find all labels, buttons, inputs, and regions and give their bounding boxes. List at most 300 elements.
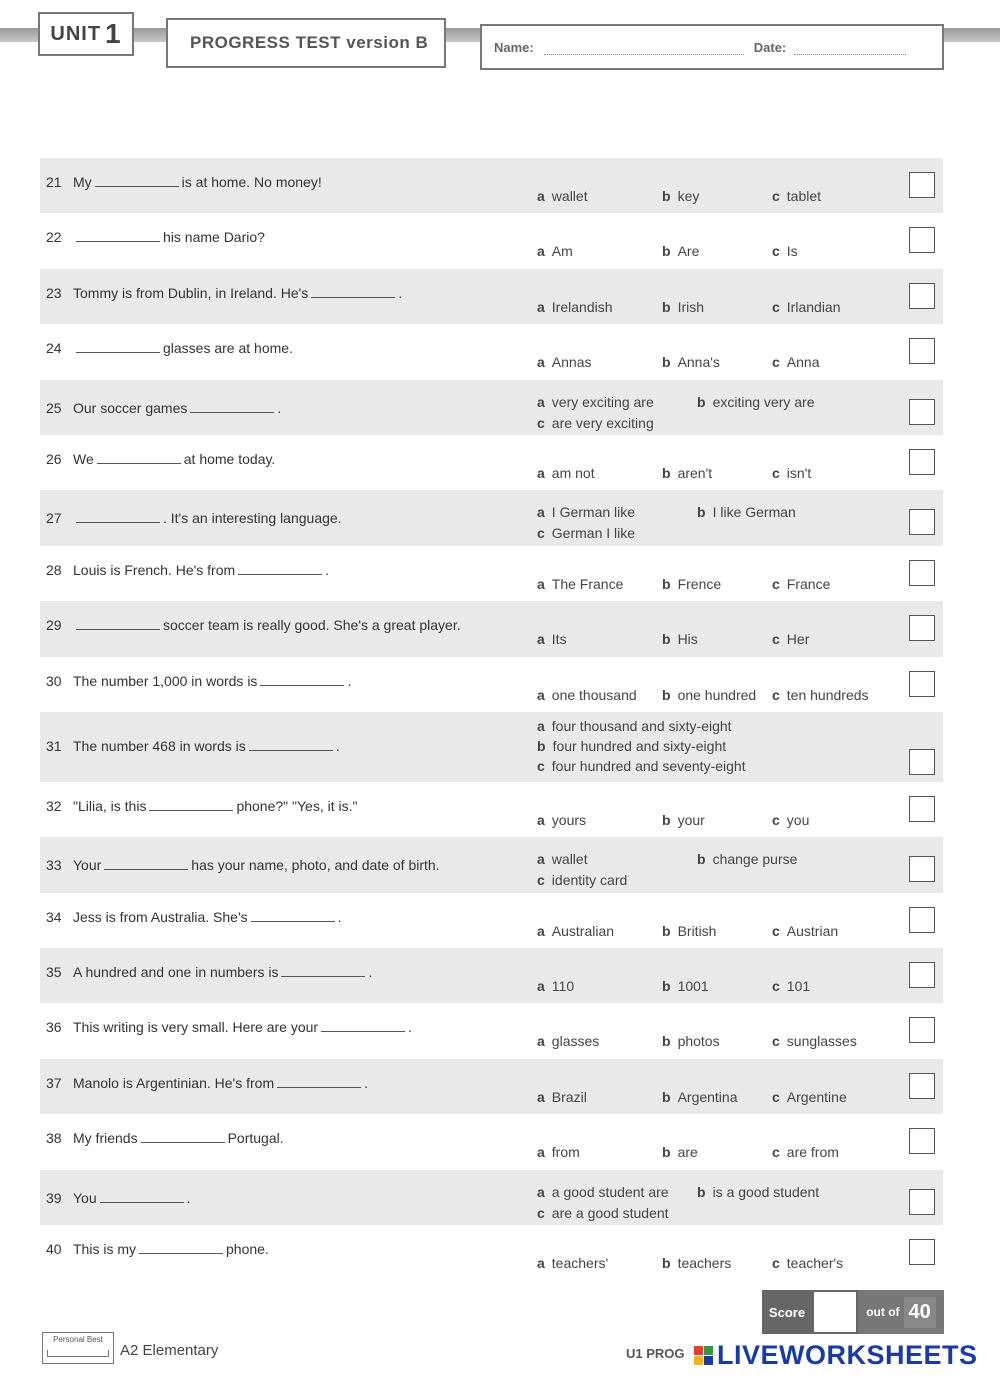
option-text: wallet <box>551 851 588 868</box>
answer-option <box>697 394 815 410</box>
answer-box[interactable] <box>909 227 935 253</box>
answer-option <box>772 923 838 939</box>
question-row <box>40 1114 943 1169</box>
answer-option <box>772 299 841 315</box>
option-letter: c <box>537 757 545 774</box>
option-text: aren't <box>677 464 713 481</box>
answer-option <box>537 576 623 592</box>
question-text-after: is at home. No money! <box>181 174 322 190</box>
option-text: you <box>786 811 810 828</box>
answer-option <box>662 576 721 592</box>
test-title-box <box>166 18 446 68</box>
answer-blank <box>139 1241 223 1254</box>
answer-box[interactable] <box>909 1239 935 1265</box>
option-letter: a <box>537 686 545 703</box>
answer-box[interactable] <box>909 796 935 822</box>
question-text <box>73 617 461 633</box>
option-letter: b <box>662 631 671 648</box>
watermark-text: LIVEWORKSHEETS <box>717 1340 978 1370</box>
answer-box[interactable] <box>909 615 935 641</box>
question-number: 35 <box>46 964 62 981</box>
option-letter: b <box>662 1255 671 1272</box>
option-text: a good student are <box>551 1183 669 1200</box>
answer-option <box>537 1255 608 1271</box>
answer-option <box>537 812 586 828</box>
answer-box[interactable] <box>909 1128 935 1154</box>
option-letter: a <box>537 717 545 734</box>
answer-box[interactable] <box>909 338 935 364</box>
option-text: Argentina <box>677 1088 738 1105</box>
question-text-before: We <box>73 450 94 467</box>
question-number: 25 <box>46 399 62 416</box>
option-text: one thousand <box>551 686 637 703</box>
option-text: Irelandish <box>551 298 613 315</box>
answer-option <box>537 978 574 994</box>
answer-option <box>697 1184 819 1200</box>
option-text: teachers <box>677 1255 732 1272</box>
option-text: tablet <box>786 188 822 204</box>
answer-option <box>772 354 820 370</box>
option-text: teachers' <box>551 1255 609 1272</box>
option-text: teacher's <box>786 1255 844 1272</box>
option-text: from <box>551 1144 580 1161</box>
answer-box[interactable] <box>909 1073 935 1099</box>
option-text: Austrian <box>786 922 839 939</box>
question-row <box>40 782 943 837</box>
answer-option <box>662 812 705 828</box>
answer-options <box>537 1170 897 1225</box>
answer-option <box>772 812 809 828</box>
option-letter: a <box>537 1255 545 1272</box>
answer-option <box>537 872 627 888</box>
option-text: am not <box>551 464 595 481</box>
question-text-after: . <box>186 1189 191 1206</box>
question-text-before: Tommy is from Dublin, in Ireland. He's <box>73 284 309 301</box>
option-text: I like German <box>712 504 796 521</box>
option-letter: c <box>772 298 780 315</box>
answer-option <box>537 1089 587 1105</box>
question-number: 31 <box>46 737 62 754</box>
question-text-before: The number 1,000 in words is <box>73 672 258 689</box>
option-text: I German like <box>551 504 636 521</box>
option-letter: b <box>662 575 671 592</box>
option-letter: a <box>537 811 545 828</box>
option-letter: b <box>662 243 671 260</box>
option-letter: c <box>537 525 545 542</box>
answer-option <box>537 415 654 431</box>
option-text: Its <box>551 631 567 648</box>
question-number: 28 <box>46 561 62 578</box>
answer-option <box>537 1033 599 1049</box>
option-letter: a <box>537 1183 545 1200</box>
answer-blank <box>104 857 188 870</box>
answer-options <box>537 657 897 712</box>
answer-options <box>537 837 897 892</box>
option-letter: a <box>537 1088 545 1105</box>
option-text: sunglasses <box>786 1033 857 1050</box>
answer-option <box>697 851 797 867</box>
score-field[interactable] <box>812 1290 858 1334</box>
option-letter: c <box>772 188 780 204</box>
question-text <box>73 1075 368 1091</box>
answer-options <box>537 158 897 213</box>
answer-blank <box>149 798 233 811</box>
option-letter: c <box>772 1088 780 1105</box>
option-letter: b <box>697 504 706 521</box>
option-letter: b <box>697 393 706 410</box>
question-number: 26 <box>46 450 62 467</box>
answer-blank <box>238 562 322 575</box>
answer-option <box>662 687 756 703</box>
option-letter: c <box>772 243 780 260</box>
level-label: A2 Elementary <box>120 1342 219 1359</box>
option-text: yours <box>551 811 587 828</box>
answer-option <box>662 1144 698 1160</box>
option-letter: c <box>772 575 780 592</box>
score-label: Score <box>762 1290 812 1334</box>
footer-unit-text: U1 PROG <box>626 1346 685 1361</box>
answer-option <box>662 1255 731 1271</box>
answer-box[interactable] <box>909 1017 935 1043</box>
option-letter: b <box>662 464 671 481</box>
answer-blank <box>141 1130 225 1143</box>
answer-option <box>537 923 614 939</box>
option-text: Australian <box>551 922 615 939</box>
question-text-before: My <box>73 174 92 190</box>
answer-blank <box>97 451 181 464</box>
option-text: German I like <box>551 525 636 542</box>
answer-option <box>537 525 635 541</box>
option-letter: b <box>662 922 671 939</box>
answer-option <box>772 1255 843 1271</box>
question-row <box>40 435 943 490</box>
question-text <box>73 174 322 190</box>
question-text-after: phone?" "Yes, it is." <box>236 797 358 814</box>
question-text-before: "Lilia, is this <box>73 797 147 814</box>
question-number: 21 <box>46 174 62 190</box>
answer-option <box>537 1184 669 1200</box>
option-letter: a <box>537 978 545 995</box>
answer-blank <box>76 510 160 523</box>
question-text-after: his name Dario? <box>163 229 265 246</box>
score-total: 40 <box>904 1297 936 1328</box>
question-text-after: . <box>347 672 352 689</box>
option-text: The France <box>551 575 624 592</box>
answer-option <box>772 1089 847 1105</box>
question-text-after: . <box>398 284 403 301</box>
answer-option <box>697 504 796 520</box>
answer-option <box>772 1144 839 1160</box>
option-text: Irish <box>677 298 705 315</box>
option-text: is a good student <box>712 1183 820 1200</box>
option-letter: c <box>772 1144 780 1161</box>
option-text: glasses <box>551 1033 600 1050</box>
answer-box[interactable] <box>909 399 935 425</box>
option-text: exciting very are <box>712 393 815 410</box>
question-text-before: Your <box>73 857 102 874</box>
out-of-label: out of <box>866 1305 900 1319</box>
option-letter: a <box>537 575 545 592</box>
option-letter: b <box>662 298 671 315</box>
answer-option <box>537 465 595 481</box>
answer-option <box>662 465 712 481</box>
question-number: 33 <box>46 857 62 874</box>
answer-options <box>537 1114 897 1169</box>
answer-blank <box>190 400 274 413</box>
option-text: Is <box>786 243 798 260</box>
option-text: are from <box>786 1144 839 1161</box>
option-letter: c <box>772 1033 780 1050</box>
answer-option <box>662 1089 738 1105</box>
answer-box[interactable] <box>909 283 935 309</box>
option-text: key <box>677 188 700 204</box>
option-text: your <box>677 811 705 828</box>
answer-option <box>772 978 810 994</box>
question-list <box>40 158 943 1280</box>
answer-box[interactable] <box>909 907 935 933</box>
answer-box[interactable] <box>909 509 935 535</box>
question-text <box>73 909 342 925</box>
answer-option <box>537 188 588 204</box>
question-text-after: soccer team is really good. She's a great player. <box>163 617 461 634</box>
name-date-box <box>480 24 944 70</box>
question-number: 32 <box>46 797 62 814</box>
question-row <box>40 158 943 213</box>
answer-box[interactable] <box>909 962 935 988</box>
question-text-before: Manolo is Argentinian. He's from <box>73 1074 275 1091</box>
option-text: France <box>786 575 831 592</box>
option-letter: b <box>662 978 671 995</box>
question-number: 38 <box>46 1130 62 1147</box>
answer-option <box>537 718 732 734</box>
question-number: 22 <box>46 229 62 246</box>
answer-option <box>537 738 726 754</box>
option-letter: b <box>662 188 671 204</box>
unit-label-box <box>38 12 134 56</box>
question-text-after: at home today. <box>183 450 276 467</box>
question-text-after: . <box>364 1074 368 1091</box>
answer-options <box>537 213 897 268</box>
option-text: ten hundreds <box>786 686 869 703</box>
question-row <box>40 490 943 545</box>
option-letter: b <box>662 1033 671 1050</box>
option-text: Are <box>677 243 700 260</box>
answer-option <box>772 1033 857 1049</box>
question-number: 37 <box>46 1074 62 1091</box>
question-row <box>40 1003 943 1058</box>
question-row <box>40 546 943 601</box>
option-text: Anna <box>786 354 820 371</box>
answer-options <box>537 1059 897 1114</box>
answer-box[interactable] <box>909 172 935 198</box>
answer-option <box>537 851 588 867</box>
question-row <box>40 1170 943 1225</box>
answer-box[interactable] <box>909 671 935 697</box>
answer-option <box>537 687 637 703</box>
question-text <box>73 229 265 245</box>
option-text: four hundred and sixty-eight <box>552 737 727 754</box>
option-text: Argentine <box>786 1088 847 1105</box>
unit-label: UNIT <box>50 22 102 45</box>
option-text: isn't <box>786 464 812 481</box>
option-text: four hundred and seventy-eight <box>551 757 746 774</box>
answer-option <box>772 188 821 204</box>
answer-option <box>662 1033 720 1049</box>
option-letter: c <box>537 1204 545 1221</box>
option-letter: c <box>772 686 780 703</box>
option-letter: b <box>662 1144 671 1161</box>
answer-box[interactable] <box>909 560 935 586</box>
question-number: 29 <box>46 617 62 634</box>
option-letter: c <box>537 872 545 889</box>
question-text-after: . <box>335 737 340 754</box>
question-text <box>73 1130 284 1146</box>
option-text: Her <box>786 631 810 648</box>
question-text-after: . <box>368 964 373 981</box>
option-letter: b <box>697 1183 706 1200</box>
option-letter: c <box>772 811 780 828</box>
option-text: are a good student <box>551 1204 669 1221</box>
answer-blank <box>76 229 160 242</box>
question-number: 30 <box>46 672 62 689</box>
answer-blank <box>76 617 160 630</box>
option-letter: c <box>772 922 780 939</box>
date-field[interactable] <box>794 40 906 55</box>
answer-option <box>537 1144 580 1160</box>
question-text <box>73 673 351 689</box>
answer-blank <box>321 1019 405 1032</box>
question-row <box>40 601 943 656</box>
question-text-after: . <box>277 399 282 416</box>
question-row <box>40 1059 943 1114</box>
answer-option <box>772 576 830 592</box>
question-text <box>73 798 357 814</box>
answer-option <box>662 978 709 994</box>
answer-blank <box>260 673 344 686</box>
answer-box[interactable] <box>909 449 935 475</box>
option-letter: a <box>537 243 545 260</box>
answer-box[interactable] <box>909 1189 935 1215</box>
answer-blank <box>95 174 179 187</box>
answer-option <box>537 354 592 370</box>
question-row <box>40 948 943 1003</box>
answer-option <box>537 299 613 315</box>
option-text: 110 <box>551 978 575 995</box>
option-text: wallet <box>551 188 588 204</box>
question-row <box>40 1225 943 1280</box>
question-row <box>40 380 943 435</box>
option-letter: a <box>537 354 545 371</box>
option-letter: a <box>537 393 545 410</box>
question-text <box>73 1019 412 1035</box>
question-row <box>40 213 943 268</box>
option-text: British <box>677 922 717 939</box>
answer-option <box>537 758 746 774</box>
date-label: Date: <box>753 39 787 55</box>
option-text: 1001 <box>677 978 709 995</box>
answer-box[interactable] <box>909 749 935 775</box>
question-row <box>40 324 943 379</box>
answer-options <box>537 948 897 1003</box>
score-panel <box>762 1290 944 1334</box>
question-text <box>73 400 281 416</box>
answer-option <box>772 631 809 647</box>
answer-options <box>537 1003 897 1058</box>
question-text-after: . <box>408 1019 412 1036</box>
answer-blank <box>281 964 365 977</box>
logo-text: Personal Best <box>53 1335 103 1344</box>
name-label: Name: <box>494 39 534 55</box>
option-letter: b <box>537 737 546 754</box>
option-text: Annas <box>551 354 592 371</box>
question-number: 39 <box>46 1189 62 1206</box>
question-number: 23 <box>46 284 62 301</box>
answer-option <box>662 354 720 370</box>
option-letter: b <box>662 686 671 703</box>
option-text: Brazil <box>551 1088 587 1105</box>
answer-option <box>537 1205 669 1221</box>
answer-options <box>537 324 897 379</box>
question-text <box>73 738 340 754</box>
answer-option <box>537 631 567 647</box>
option-letter: a <box>537 298 545 315</box>
name-field[interactable] <box>544 40 744 55</box>
answer-options <box>537 601 897 656</box>
option-letter: a <box>537 504 545 521</box>
question-text-before: This writing is very small. Here are your <box>73 1019 319 1036</box>
option-letter: a <box>537 464 545 481</box>
question-text <box>73 285 402 301</box>
question-text-before: Our soccer games <box>73 399 188 416</box>
test-title: PROGRESS TEST version B <box>190 33 429 52</box>
option-text: one hundred <box>677 686 757 703</box>
option-letter: a <box>537 631 545 648</box>
option-letter: a <box>537 851 545 868</box>
option-text: Frence <box>677 575 722 592</box>
answer-options <box>537 546 897 601</box>
option-text: Anna's <box>677 354 720 371</box>
option-text: 101 <box>786 978 811 995</box>
question-row <box>40 893 943 948</box>
option-text: identity card <box>551 872 628 889</box>
question-number: 34 <box>46 908 62 925</box>
answer-options <box>537 1225 897 1280</box>
option-text: four thousand and sixty-eight <box>551 717 732 734</box>
answer-option <box>772 687 869 703</box>
answer-options <box>537 269 897 324</box>
answer-options <box>537 380 897 435</box>
option-text: Am <box>551 243 573 260</box>
option-letter: c <box>772 464 780 481</box>
option-text: His <box>677 631 698 648</box>
option-text: Irlandian <box>786 298 841 315</box>
personal-best-logo <box>42 1332 114 1364</box>
option-letter: c <box>772 1255 780 1272</box>
answer-option <box>662 299 704 315</box>
question-text-before: My friends <box>73 1130 138 1147</box>
option-letter: c <box>772 354 780 371</box>
answer-box[interactable] <box>909 856 935 882</box>
option-letter: c <box>772 978 780 995</box>
unit-number: 1 <box>105 18 122 49</box>
question-row <box>40 837 943 892</box>
answer-option <box>662 631 698 647</box>
option-letter: c <box>772 631 780 648</box>
question-number: 36 <box>46 1019 62 1036</box>
answer-blank <box>277 1075 361 1088</box>
answer-option <box>662 923 716 939</box>
option-text: change purse <box>712 851 798 868</box>
